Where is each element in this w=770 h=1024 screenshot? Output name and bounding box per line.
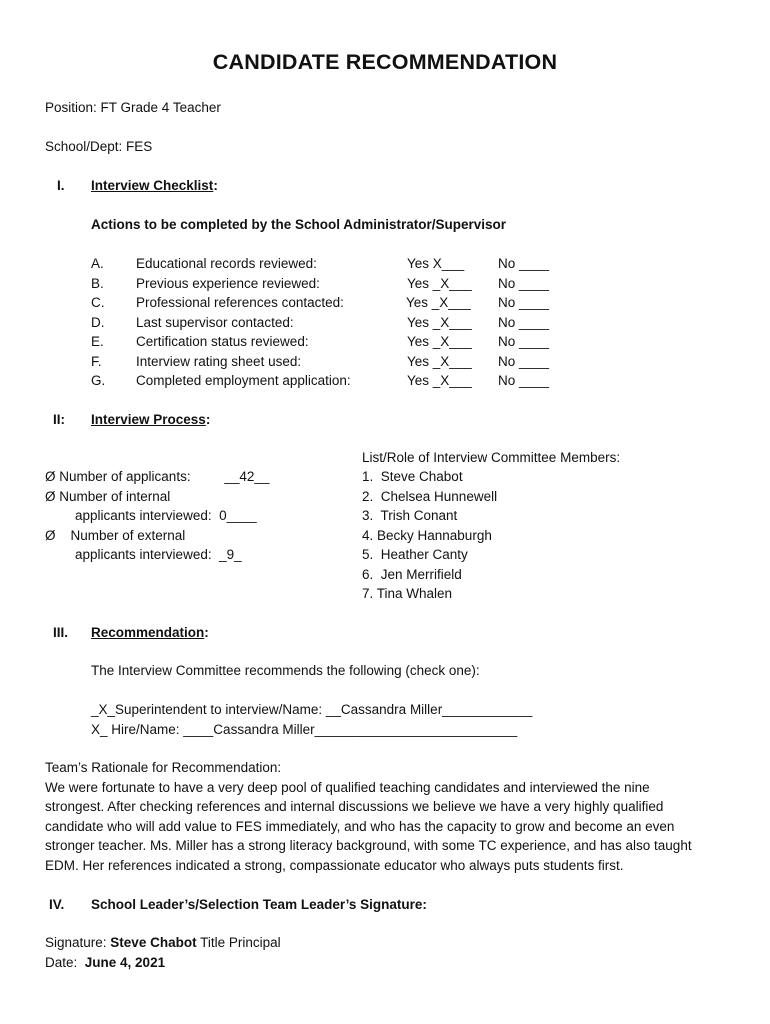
checklist-no: No ____ <box>498 334 550 349</box>
checklist-no: No ____ <box>498 275 550 291</box>
section-2-heading <box>91 410 210 430</box>
section-2-heading-colon: : <box>205 412 211 427</box>
committee-member: 4. Becky Hannaburgh <box>362 527 492 543</box>
checklist-letter: C. <box>91 295 105 310</box>
rationale-line: We were fortunate to have a very deep pool of qualified teaching candidates and interviewed the nine <box>45 779 650 795</box>
committee-heading: List/Role of Interview Committee Members: <box>362 450 621 465</box>
section-1-heading-text: Interview Checklist <box>91 178 214 193</box>
checklist-yes: Yes _X___ <box>407 373 472 388</box>
section-3-heading-colon: : <box>204 625 209 640</box>
checklist-label: Certification status reviewed: <box>136 334 309 349</box>
rationale-heading: Team’s Rationale for Recommendation: <box>45 760 282 775</box>
checklist-label: Completed employment application: <box>136 373 351 388</box>
rationale-line: EDM. Her references indicated a strong, compassionate educator who always puts students first. <box>45 857 624 873</box>
section-4-heading: School Leader’s/Selection Team Leader’s Signature: <box>91 897 427 912</box>
checklist-label: Last supervisor contacted: <box>136 314 294 330</box>
section-1-subheading: Actions to be completed by the School Administrator/Supervisor <box>91 217 507 232</box>
checklist-letter: E. <box>91 334 104 349</box>
checklist-letter: B. <box>91 275 104 291</box>
signature-line <box>45 933 281 953</box>
checklist-no: No ____ <box>498 256 550 271</box>
committee-member: 7. Tina Whalen <box>362 586 453 601</box>
rationale-line: candidate who will add value to FES immediately, and who has the capacity to grow and become an even <box>45 818 675 834</box>
document-title: CANDIDATE RECOMMENDATION <box>212 50 558 74</box>
checklist-letter: D. <box>91 314 105 330</box>
checklist-yes: Yes _X___ <box>407 275 472 291</box>
rationale-line: stronger teacher. Ms. Miller has a strong literacy background, with some TC experience, and has also taught <box>45 838 692 853</box>
checklist-yes: Yes X___ <box>407 256 465 271</box>
stat-line: Ø Number of applicants: __42__ <box>45 469 270 484</box>
checklist-yes: Yes _X___ <box>406 295 471 310</box>
committee-member: 5. Heather Canty <box>362 547 468 562</box>
committee-member: 2. Chelsea Hunnewell <box>362 488 498 504</box>
signature-title: Title Principal <box>196 935 281 950</box>
checklist-no: No ____ <box>498 353 550 369</box>
stat-line: applicants interviewed: _9_ <box>45 547 242 562</box>
checklist-letter: F. <box>91 353 102 369</box>
checklist-letter: G. <box>91 373 106 388</box>
section-2-numeral: II: <box>53 412 65 427</box>
checklist-no: No ____ <box>498 314 550 330</box>
committee-member: 1. Steve Chabot <box>362 469 463 484</box>
section-3-heading-text: Recommendation <box>91 625 205 640</box>
stat-line: applicants interviewed: 0____ <box>45 508 257 523</box>
recommendation-option-hire: X_ Hire/Name: ____Cassandra Miller___________________________ <box>91 721 518 737</box>
checklist-label: Previous experience reviewed: <box>136 275 320 291</box>
stat-line: Ø Number of internal <box>45 488 171 504</box>
date-value: June 4, 2021 <box>84 955 166 970</box>
section-1-heading <box>91 176 218 196</box>
section-2-heading-text: Interview Process <box>91 412 206 427</box>
checklist-no: No ____ <box>498 373 550 388</box>
section-4-numeral: IV. <box>49 897 65 912</box>
date-label: Date: <box>45 955 85 970</box>
committee-member: 3. Trish Conant <box>362 508 458 523</box>
position-line: Position: FT Grade 4 Teacher <box>45 100 221 115</box>
checklist-yes: Yes _X___ <box>407 353 472 369</box>
section-3-numeral: III. <box>53 625 69 640</box>
checklist-label: Interview rating sheet used: <box>136 353 302 369</box>
checklist-letter: A. <box>91 256 104 271</box>
recommendation-intro: The Interview Committee recommends the following (check one): <box>91 663 480 678</box>
checklist-label: Professional references contacted: <box>136 295 344 310</box>
checklist-no: No ____ <box>498 295 550 310</box>
section-1-numeral: I. <box>57 178 65 193</box>
checklist-yes: Yes _X___ <box>407 334 472 349</box>
recommendation-option-interview: _X_Superintendent to interview/Name: __Cassandra Miller____________ <box>91 702 533 717</box>
rationale-line: strongest. After checking references and internal discussions we believe we have a very highly qualified <box>45 799 664 814</box>
school-line: School/Dept: FES <box>45 139 153 154</box>
rationale-block <box>45 758 725 875</box>
stat-line: Ø Number of external <box>45 527 186 543</box>
checklist-label: Educational records reviewed: <box>136 256 317 271</box>
section-1-heading-colon: : <box>213 178 218 193</box>
checklist-yes: Yes _X___ <box>407 314 472 330</box>
signature-label: Signature: <box>45 935 111 950</box>
signature-name: Steve Chabot <box>110 935 197 950</box>
committee-member: 6. Jen Merrifield <box>362 566 462 582</box>
section-3-heading <box>91 623 209 643</box>
date-line <box>45 953 165 973</box>
